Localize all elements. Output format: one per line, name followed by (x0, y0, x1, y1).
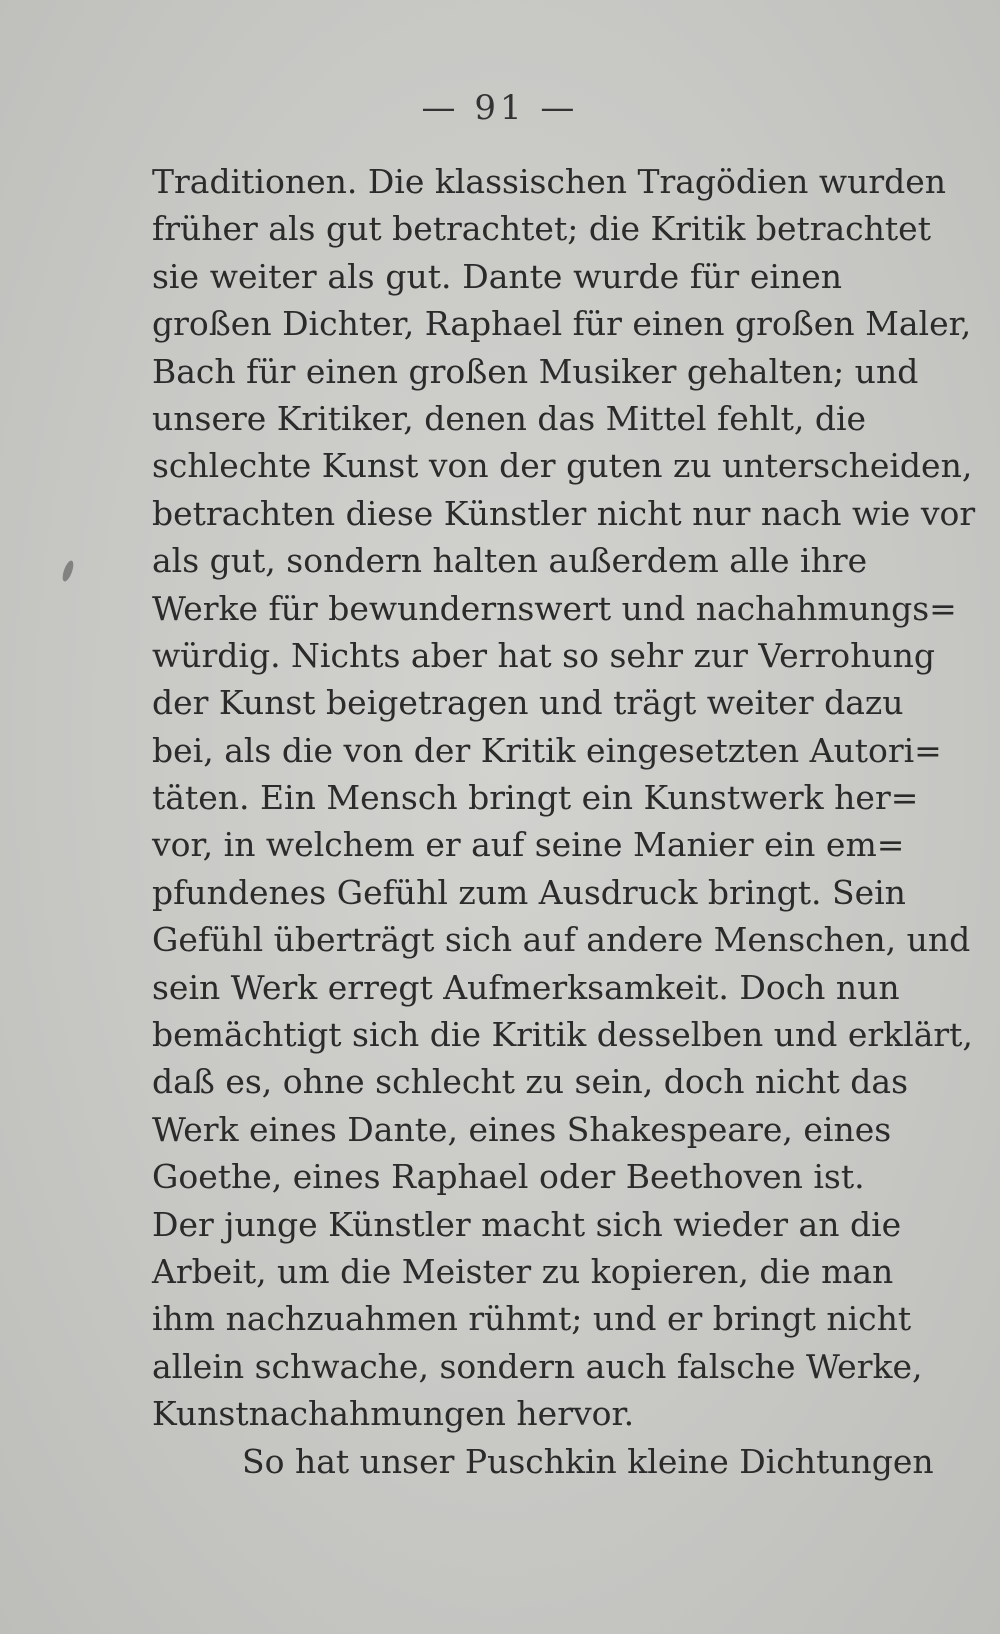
text-line: Werke für bewundernswert und nachahmungs= (152, 588, 957, 628)
text-line: Arbeit, um die Meister zu kopieren, die man (152, 1251, 894, 1291)
text-line: großen Dichter, Raphael für einen großen Maler, (152, 304, 972, 344)
body-text (152, 158, 976, 1485)
text-line: Traditionen. Die klassischen Tragödien wurden (152, 162, 947, 201)
text-line: allein schwache, sondern auch falsche Werke, (152, 1346, 923, 1386)
text-line: sein Werk erregt Aufmerksamkeit. Doch nun (152, 967, 900, 1007)
ink-speck (60, 559, 75, 582)
text-line: Gefühl überträgt sich auf andere Menschen, und (152, 920, 971, 960)
text-line: daß es, ohne schlecht zu sein, doch nicht das (152, 1062, 909, 1102)
text-line: vor, in welchem er auf seine Manier ein em= (152, 825, 905, 865)
text-line: täten. Ein Mensch bringt ein Kunstwerk her= (152, 778, 919, 818)
text-line: unsere Kritiker, denen das Mittel fehlt, die (152, 398, 867, 438)
text-line: Werk eines Dante, eines Shakespeare, eines (152, 1109, 892, 1149)
text-line: Der junge Künstler macht sich wieder an die (152, 1204, 902, 1244)
text-line: der Kunst beigetragen und trägt weiter dazu (152, 683, 904, 723)
text-line: Bach für einen großen Musiker gehalten; und (152, 351, 919, 391)
text-line: sie weiter als gut. Dante wurde für einen (152, 256, 842, 296)
text-line: betrachten diese Künstler nicht nur nach wie vor (152, 493, 976, 533)
page-number: — 91 — (421, 88, 579, 128)
text-line: bei, als die von der Kritik eingesetzten Autori= (152, 730, 942, 770)
text-line: bemächtigt sich die Kritik desselben und erklärt, (152, 1015, 973, 1055)
text-line: Kunstnachahmungen hervor. (152, 1394, 635, 1434)
text-line: pfundenes Gefühl zum Ausdruck bringt. Sein (152, 872, 906, 912)
text-line-indented: So hat unser Puschkin kleine Dichtungen (242, 1441, 934, 1481)
text-line: würdig. Nichts aber hat so sehr zur Verrohung (152, 635, 935, 675)
text-line: Goethe, eines Raphael oder Beethoven ist. (152, 1157, 865, 1197)
text-line: früher als gut betrachtet; die Kritik betrachtet (152, 209, 931, 249)
text-line: als gut, sondern halten außerdem alle ihre (152, 541, 868, 581)
text-line: ihm nachzuahmen rühmt; und er bringt nicht (152, 1299, 912, 1339)
text-line: schlechte Kunst von der guten zu unterscheiden, (152, 446, 973, 486)
